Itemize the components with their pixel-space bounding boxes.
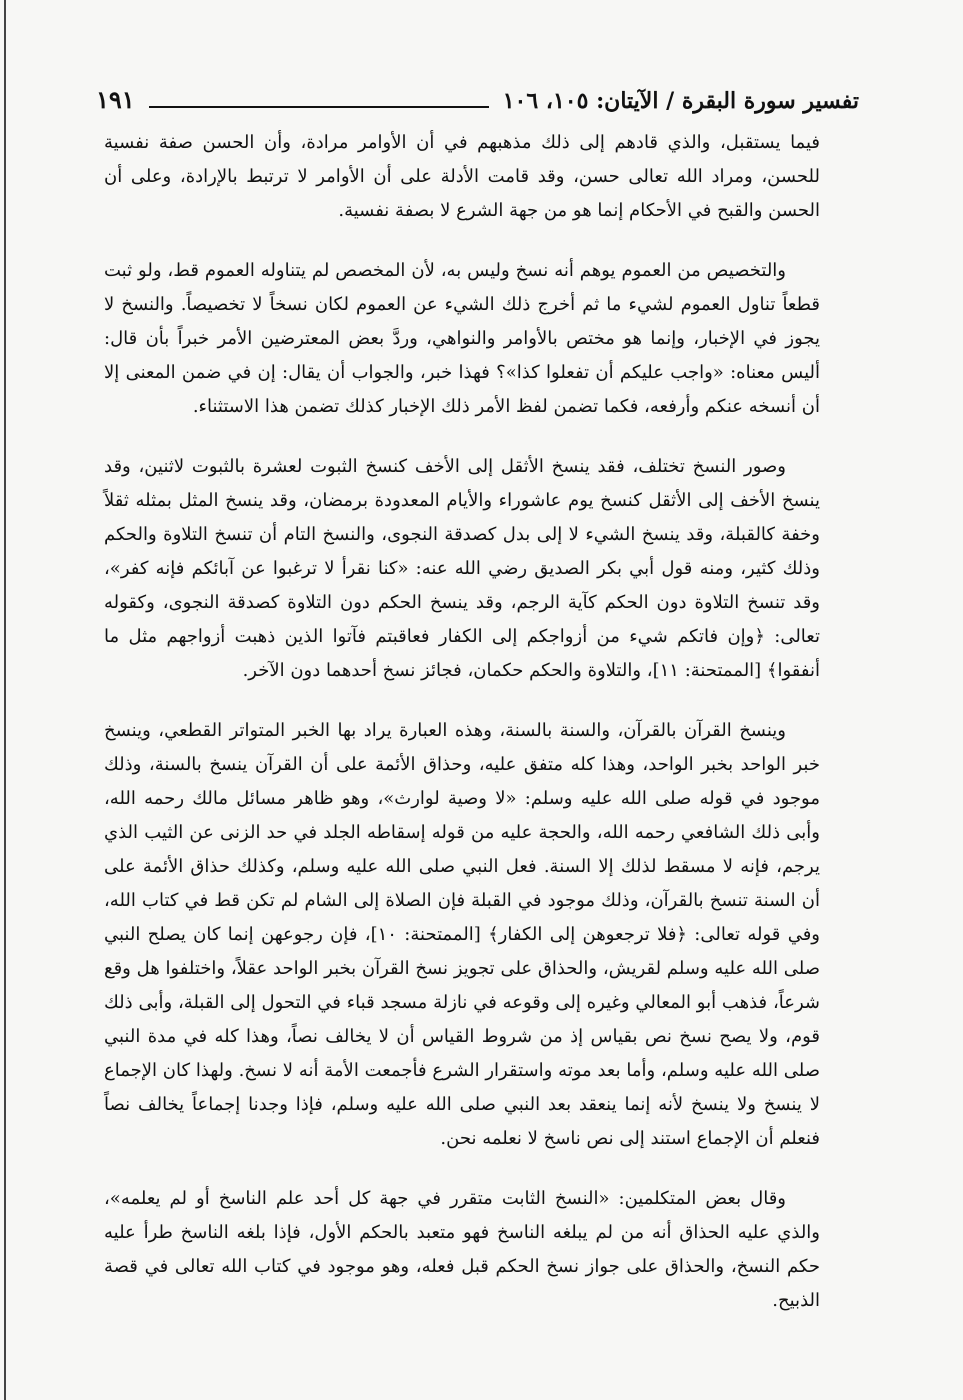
page-edge-rule (4, 0, 6, 1400)
header-rule (149, 106, 489, 108)
paragraph-quran-sunnah-abrogation: وينسخ القرآن بالقرآن، والسنة بالسنة، وهذه العبارة يراد بها الخبر المتواتر القطعي، وينسخ خبر الواحد بخبر الواحد، وهذا كله متفق عليه، وحذاق الأئمة على أن القرآن ينسخ بالسنة، وذلك موجود في قوله صلى الله عليه وسلم: «لا وصية لوارث»، وهو ظاهر مسائل مالك رحمه الله، وأبى ذلك الشافعي رحمه الله، والحجة عليه من قوله إسقاطه الجلد في حد الزنى عن الثيب الذي يرجم، فإنه لا مسقط لذلك إلا السنة. فعل النبي صلى الله عليه وسلم، وكذلك حذاق الأئمة على أن السنة تنسخ بالقرآن، وذلك موجود في القبلة فإن الصلاة إلى الشام لم تكن قط في كتاب الله، وفي قوله تعالى: ﴿فلا ترجعوهن إلى الكفار﴾ [الممتحنة: ١٠]، فإن رجوعهن إنما كان يصلح النبي صلى الله عليه وسلم لقريش، والحذاق على تجويز نسخ القرآن بخبر الواحد عقلاً، واختلفوا هل وقع شرعاً، فذهب أبو المعالي وغيره إلى وقوعه في نازلة مسجد قباء في التحول إلى القبلة، وأبى ذلك قوم، ولا يصح نسخ نص بقياس إذ من شروط القياس أن لا يخالف نصاً، وهذا كله في مدة النبي صلى الله عليه وسلم، وأما بعد موته واستقرار الشرع فأجمعت الأمة أنه لا نسخ. ولهذا كان الإجماع لا ينسخ ولا ينسخ لأنه إنما ينعقد بعد النبي صلى الله عليه وسلم، فإذا وجدنا إجماعاً يخالف نصاً فنعلم أن الإجماع استند إلى نص ناسخ لا نعلمه نحن. (104, 720, 820, 1149)
running-header (96, 72, 859, 112)
page-body (104, 126, 820, 1344)
paragraph-specification: والتخصيص من العموم يوهم أنه نسخ وليس به، لأن المخصص لم يتناوله العموم قط، ولو ثبت قطعاً تناول العموم لشيء ما ثم أخرج ذلك الشيء عن العموم لكان نسخاً لا تخصيصاً. والنسخ لا يجوز في الإخبار، وإنما هو مختص بالأوامر والنواهي، وردَّ بعض المعترضين الأمر خبراً بأن قال: أليس معناه: «واجب عليكم أن تفعلوا كذا»؟ فهذا خبر، والجواب أن يقال: إن في ضمن المعنى إلا أن أنسخه عنكم وأرفعه، فكما تضمن لفظ الأمر ذلك الإخبار كذلك تضمن هذا الاستثناء. (104, 260, 820, 417)
page-number: ١٩١ (96, 85, 135, 114)
paragraph-continuation: فيما يستقبل، والذي قادهم إلى ذلك مذهبهم في أن الأوامر مرادة، وأن الحسن صفة نفسية للحسن، ومراد الله تعالى حسن، وقد قامت الأدلة على أن الأوامر لا ترتبط بالإرادة، وعلى أن الحسن والقبح في الأحكام إنما هو من جهة الشرع لا بصفة نفسية. (104, 132, 820, 221)
paragraph-theologians-view: وقال بعض المتكلمين: «النسخ الثابت متقرر في جهة كل أحد علم الناسخ أو لم يعلمه»، والذي عليه الحذاق أنه من لم يبلغه الناسخ فهو متعبد بالحكم الأول، فإذا بلغه الناسخ طرأ عليه حكم النسخ، والحذاق على جواز نسخ الحكم قبل فعله، وهو موجود في كتاب الله تعالى في قصة الذبيح. (104, 1188, 820, 1311)
header-title: تفسير سورة البقرة / الآيتان: ١٠٥، ١٠٦ (502, 88, 859, 114)
paragraph-forms-of-abrogation: وصور النسخ تختلف، فقد ينسخ الأثقل إلى الأخف كنسخ الثبوت لعشرة بالثبوت لاثنين، وقد ينسخ الأخف إلى الأثقل كنسخ يوم عاشوراء والأيام المعدودة برمضان، وقد ينسخ المثل بمثله ثقلاً وخفة كالقبلة، وقد ينسخ الشيء لا إلى بدل كصدقة النجوى، والنسخ التام أن تنسخ التلاوة والحكم وذلك كثير، ومنه قول أبي بكر الصديق رضي الله عنه: «كنا نقرأ لا ترغبوا عن آبائكم فإنه كفر»، وقد تنسخ التلاوة دون الحكم كآية الرجم، وقد ينسخ الحكم دون التلاوة كصدقة النجوى، وكقوله تعالى: ﴿وإن فاتكم شيء من أزواجكم إلى الكفار فعاقبتم فآتوا الذين ذهبت أزواجهم مثل ما أنفقوا﴾ [الممتحنة: ١١]، والتلاوة والحكم حكمان، فجائز نسخ أحدهما دون الآخر. (104, 456, 820, 681)
